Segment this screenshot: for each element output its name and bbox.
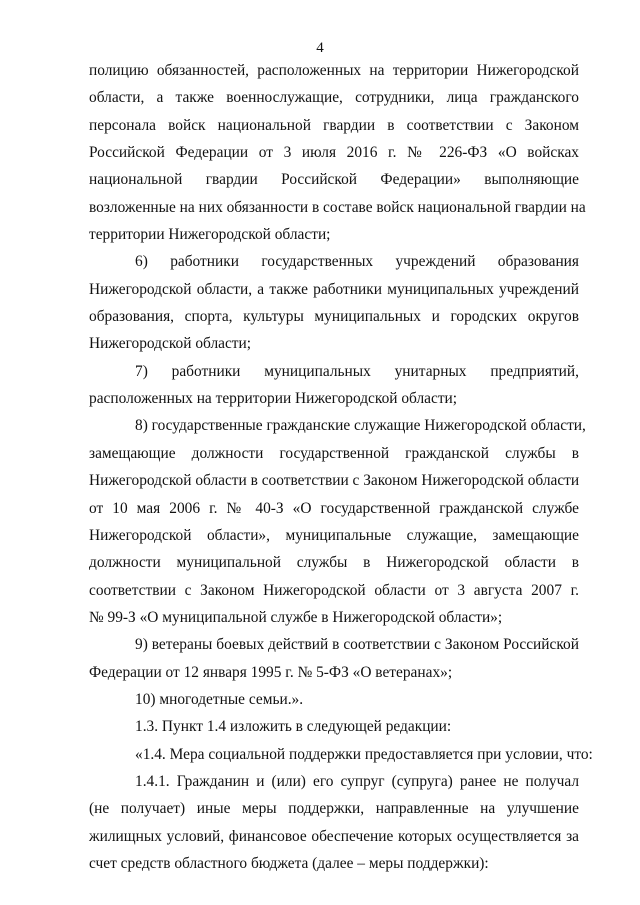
text-line: «1.4. Мера социальной поддержки предоставляется при условии, что: (135, 745, 593, 763)
text-line: Нижегородской области, а также работники муниципальных учреждений (89, 280, 579, 298)
text-line: полицию обязанностей, расположенных на территории Нижегородской (89, 62, 579, 79)
text-line: соответствии с Законом Нижегородской области от 3 августа 2007 г. (89, 581, 579, 599)
text-line: жилищных условий, финансовое обеспечение которых осуществляется за (89, 827, 579, 845)
text-line: образования, спорта, культуры муниципальных и городских округов (89, 308, 579, 326)
text-line: 1.3. Пункт 1.4 изложить в следующей редакции: (135, 718, 452, 736)
text-line: национальной гвардии Российской Федерации» выполняющие (89, 171, 579, 189)
text-line: Федерации от 12 января 1995 г. № 5-ФЗ «О ветеранах»; (89, 663, 453, 681)
text-line: 8) государственные гражданские служащие Нижегородской области, (135, 417, 586, 435)
text-line: 1.4.1. Гражданин и (или) его супруг (супруга) ранее не получал (135, 772, 579, 790)
text-line: должности муниципальной службы в Нижегородской области в (89, 554, 579, 572)
text-line: от 10 мая 2006 г. № 40-З «О государственной гражданской службе (89, 499, 579, 517)
text-line: Нижегородской области», муниципальные служащие, замещающие (89, 526, 579, 544)
text-line: счет средств областного бюджета (далее – меры поддержки): (89, 854, 489, 872)
text-line: Нижегородской области; (89, 335, 252, 353)
text-line: территории Нижегородской области; (89, 226, 331, 244)
text-line: области, а также военнослужащие, сотрудники, лица гражданского (89, 89, 579, 107)
text-line: 6) работники государственных учреждений образования (135, 253, 579, 271)
text-line: 10) многодетные семьи.». (135, 690, 304, 708)
text-line: (не получает) иные меры поддержки, направленные на улучшение (89, 800, 579, 818)
text-line: 9) ветераны боевых действий в соответствии с Законом Российской (135, 636, 579, 654)
text-line: персонала войск национальной гвардии в соответствии с Законом (89, 116, 579, 134)
document-body (89, 57, 593, 877)
text-line: возложенные на них обязанности в составе войск национальной гвардии на (89, 198, 586, 216)
page-number: 4 (316, 40, 324, 56)
text-line: замещающие должности государственной гражданской службы в (89, 444, 579, 462)
text-line: Российской Федерации от 3 июля 2016 г. № 226-ФЗ «О войсках (89, 144, 579, 162)
text-line: расположенных на территории Нижегородской области; (89, 390, 458, 408)
text-line: 7) работники муниципальных унитарных предприятий, (135, 362, 579, 380)
text-line: Нижегородской области в соответствии с Законом Нижегородской области (89, 472, 580, 490)
text-line: № 99-З «О муниципальной службе в Нижегородской области»; (89, 608, 503, 626)
